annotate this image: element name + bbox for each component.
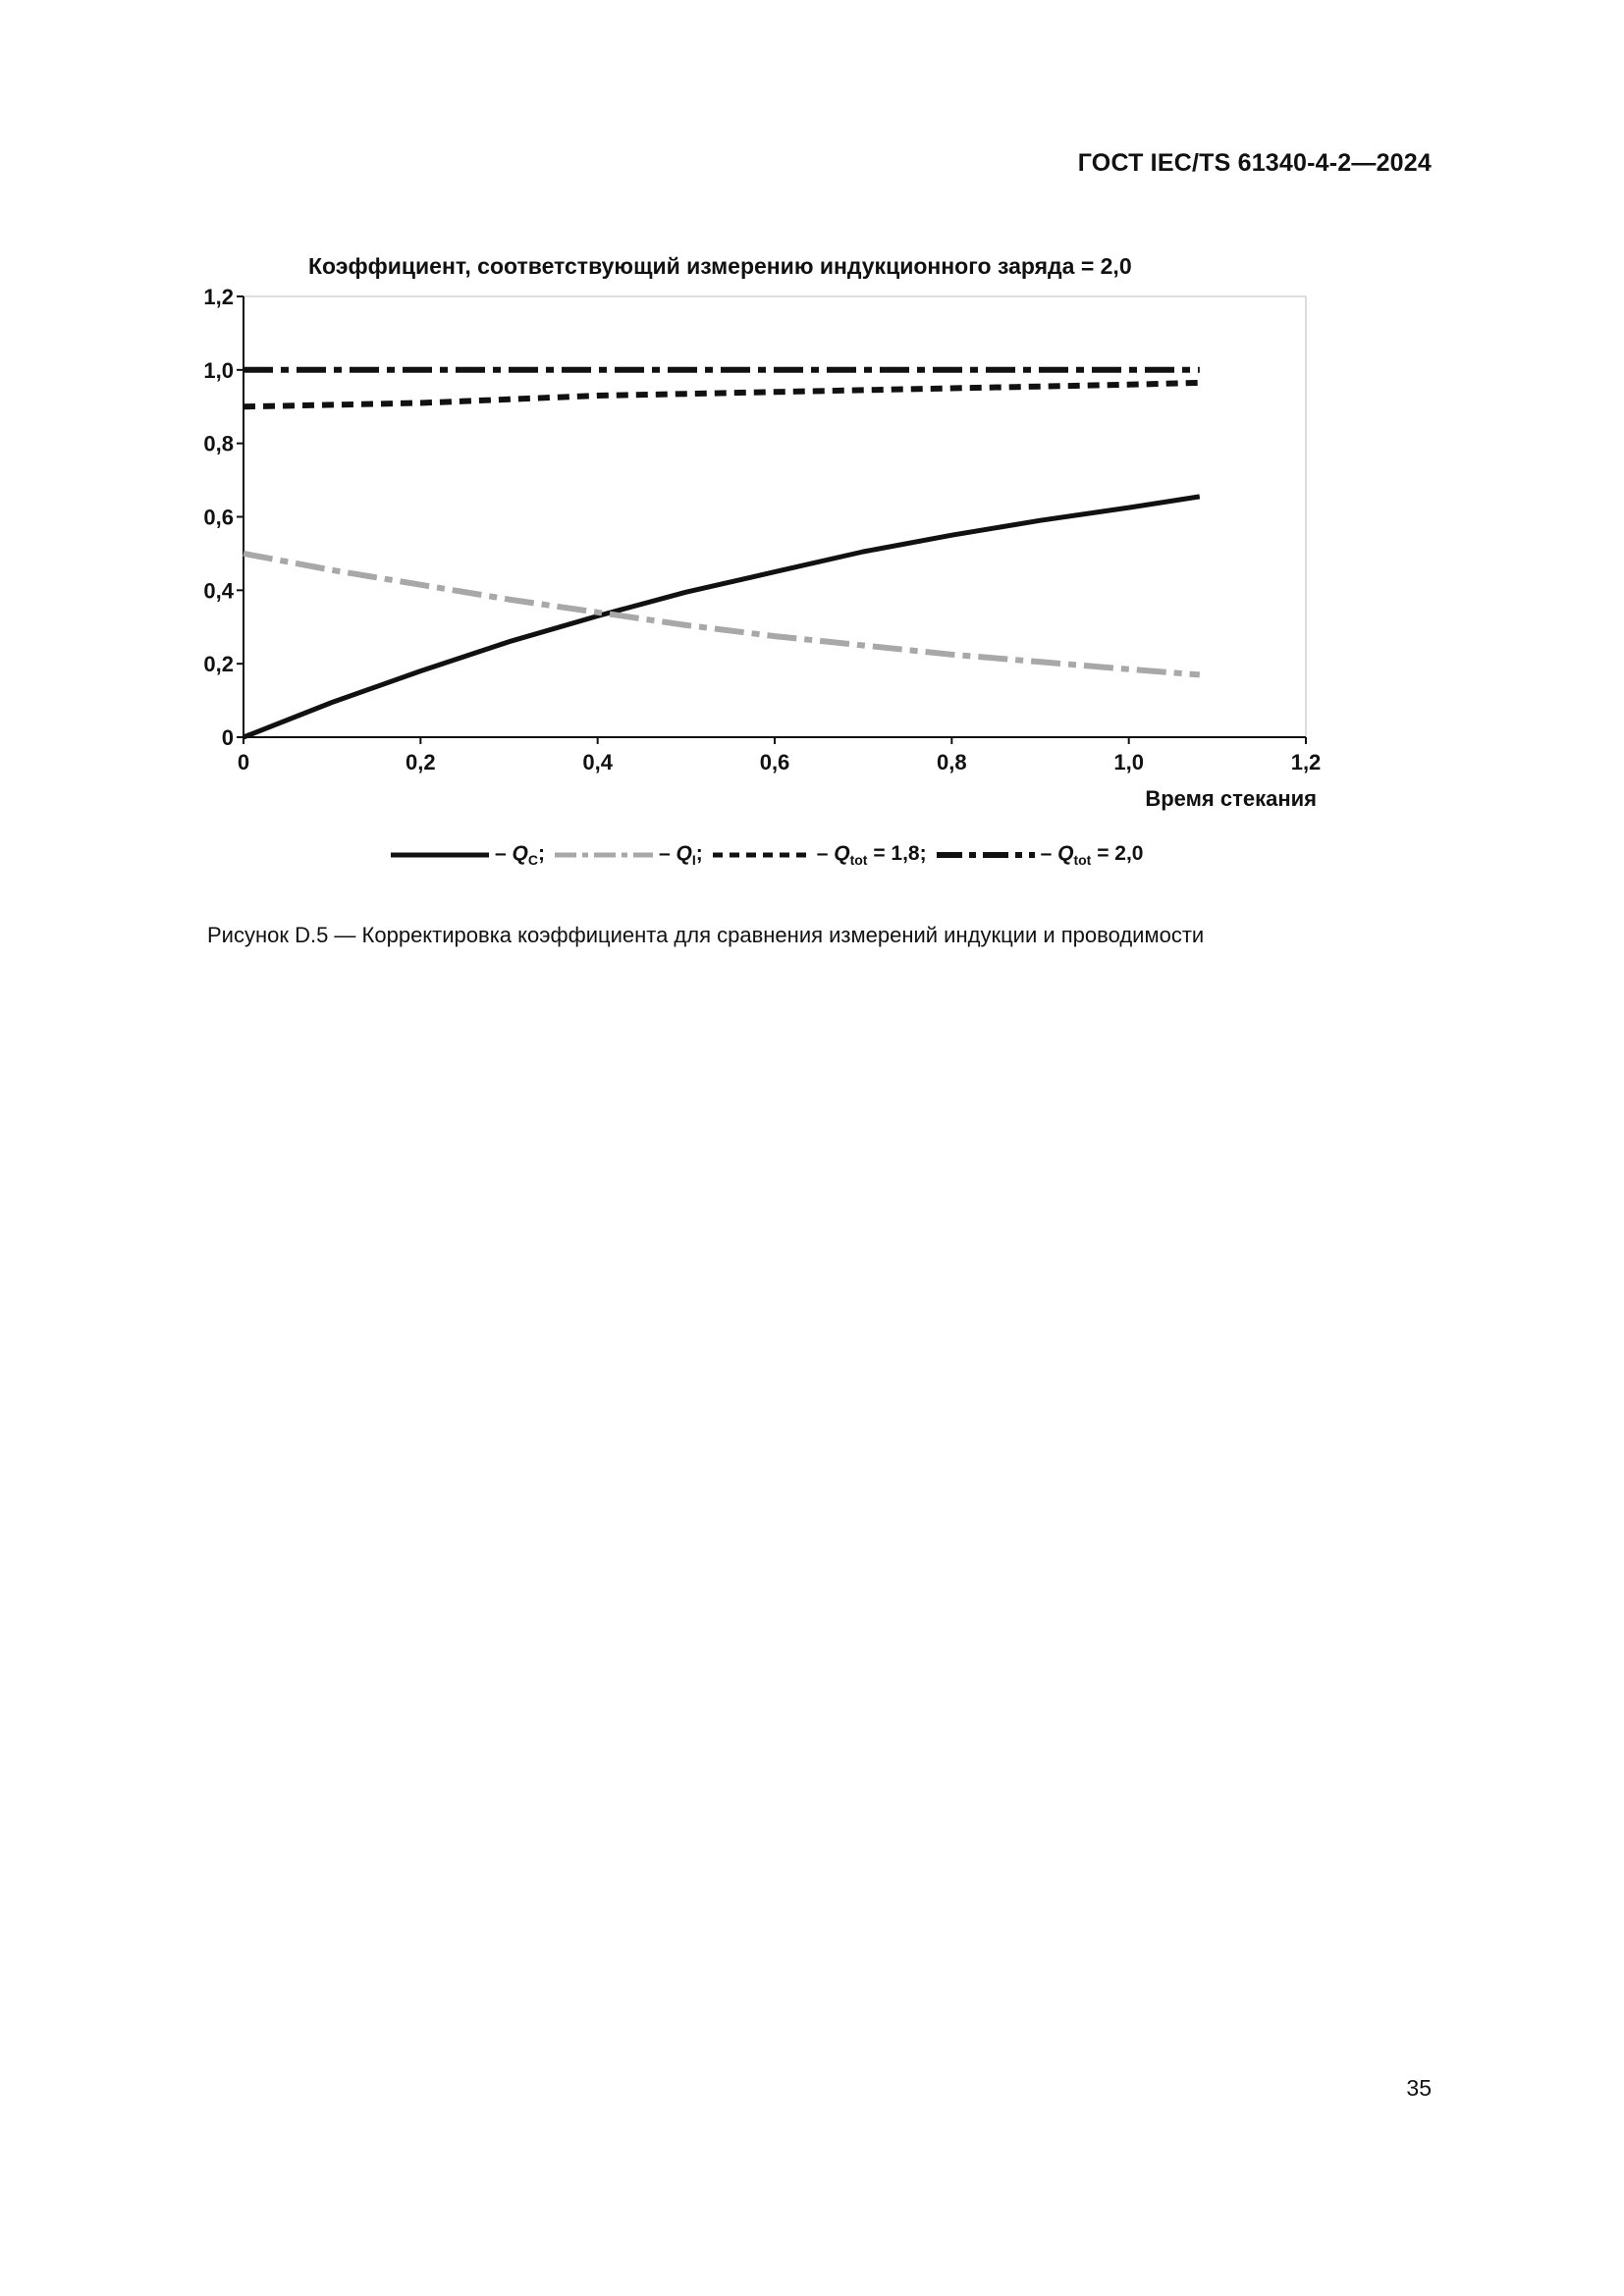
page-number: 35 [1406, 2075, 1432, 2101]
chart-title: Коэффициент, соответствующий измерению индукционного заряда = 2,0 [308, 253, 1132, 279]
chart-ticks [203, 285, 1321, 774]
legend-swatch-qtot-18 [713, 848, 811, 862]
legend-item-qtot-20 [937, 842, 1144, 868]
x-tick-label: 1,0 [1113, 750, 1144, 774]
x-tick-label: 0,6 [759, 750, 790, 774]
legend-item-qtot-18 [713, 842, 927, 868]
legend-label-qc: – $Q_C$; [495, 842, 545, 869]
chart-series [244, 370, 1200, 737]
legend-swatch-qc [391, 848, 489, 862]
legend-label-qtot-18: – $Q_{tot} = 1,8$; [816, 842, 927, 869]
y-tick-label: 0 [221, 725, 234, 750]
chart-legend [391, 842, 1154, 868]
y-tick-label: 0,8 [203, 431, 234, 456]
x-tick-label: 0,4 [582, 750, 613, 774]
x-tick-label: 0,8 [937, 750, 967, 774]
series-line-1 [244, 554, 1200, 675]
y-tick-label: 1,0 [203, 357, 234, 383]
x-tick-label: 0 [237, 750, 250, 774]
legend-swatch-qi [555, 848, 653, 862]
y-tick-label: 0,6 [203, 505, 234, 530]
series-line-2 [244, 383, 1200, 406]
legend-swatch-qtot-20 [937, 848, 1035, 862]
chart [0, 0, 1624, 883]
legend-item-qi [555, 842, 703, 868]
legend-label-qi: – $Q_I$; [658, 842, 703, 869]
legend-item-qc [391, 842, 545, 868]
y-tick-label: 0,4 [203, 578, 234, 604]
figure-caption: Рисунок D.5 — Корректировка коэффициента для сравнения измерений индукции и проводимости [207, 923, 1205, 947]
x-axis-label: Время стекания [1145, 786, 1317, 811]
x-tick-label: 0,2 [406, 750, 436, 774]
document-code: ГОСТ IEC/TS 61340-4-2—2024 [1077, 149, 1432, 177]
y-tick-label: 0,2 [203, 652, 234, 677]
legend-label-qtot-20: – $Q_{tot} = 2,0$ [1040, 842, 1144, 869]
y-tick-label: 1,2 [203, 285, 234, 309]
x-tick-label: 1,2 [1290, 750, 1322, 774]
series-line-0 [244, 497, 1200, 737]
